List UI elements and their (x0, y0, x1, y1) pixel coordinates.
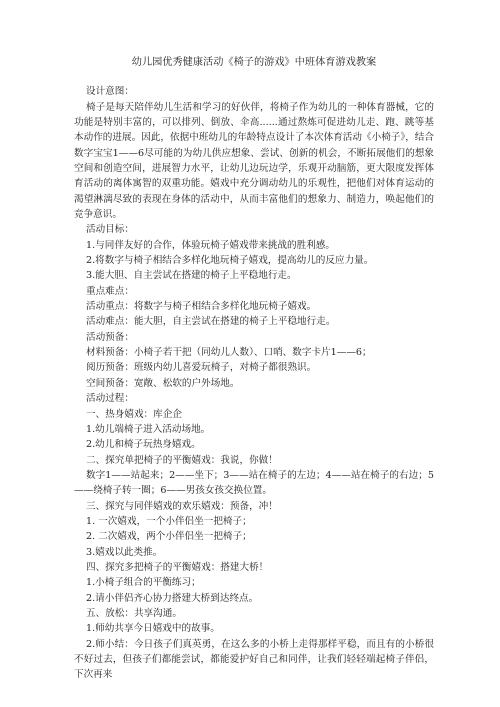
section-heading: 五、放松：共享沟通。 (86, 607, 182, 619)
document-title: 幼儿园优秀健康活动《椅子的游戏》中班体育游戏教案 (131, 57, 377, 68)
section-item: 1.幼儿端椅子进入活动场地。 (86, 423, 211, 435)
goal-item: 1.与同伴友好的合作，体验玩椅子嬉戏带来挑战的胜利感。 (86, 239, 335, 251)
goals-heading: 活动目标： (86, 224, 134, 236)
keypoints-heading: 重点难点： (86, 285, 134, 297)
section-item: 2.幼儿和椅子玩热身嬉戏。 (86, 439, 201, 451)
prep-item: 阅历预备：班级内幼儿喜爱玩椅子，对椅子都很熟识。 (86, 362, 317, 374)
keypoint-item: 活动难点：能大胆，自主尝试在搭建的椅子上平稳地行走。 (86, 316, 336, 328)
process-heading: 活动过程： (86, 393, 134, 405)
section-item: 2.请小伴侣齐心协力搭建大桥到达终点。 (86, 592, 259, 604)
section-paragraph: 数字1——站起来；2——坐下；3——站在椅子的左边；4——站在椅子的右边；5——绕椅子转一圈；6——男孩女孩交换位置。 (74, 469, 434, 497)
goal-item: 2.将数字与椅子相结合多样化地玩椅子嬉戏，提高幼儿的反应力量。 (86, 255, 374, 267)
section-item: 1.小椅子组合的平衡练习； (86, 577, 201, 589)
design-heading: 设计意图： (86, 86, 134, 98)
section-item: 2. 二次嬉戏，两个小伴侣坐一把椅子； (86, 531, 252, 543)
section-heading: 二、探究单把椅子的平衡嬉戏：我说，你做！ (86, 454, 278, 466)
section-item: 1. 一次嬉戏，一个小伴侣坐一把椅子； (86, 515, 252, 527)
section-heading: 三、探究与同伴嬉戏的欢乐嬉戏：预备，冲！ (86, 500, 278, 512)
keypoint-item: 活动重点：将数字与椅子相结合多样化地玩椅子嬉戏。 (86, 301, 317, 313)
section-item: 1.师幼共享今日嬉戏中的故事。 (86, 623, 220, 635)
section-item: 3.嬉戏以此类推。 (86, 546, 163, 558)
prep-heading: 活动预备： (86, 331, 134, 343)
design-paragraph: 椅子是每天陪伴幼儿生活和学习的好伙伴，将椅子作为幼儿的一种体育器械，它的功能是特别丰富的，可以排列、倒放、伞高......通过熬炼可促进幼儿走、跑、跳等基本动作的进展。因此，依据中班幼儿的年龄特点设计了本次体育活动《小椅子》，结合数字宝宝1——6尽可能的为幼儿供应想象、尝试、创新的机会，不断拓展他们的想象空间和创造空间，进展智力水平，让幼儿边玩边学，乐观开动脑筋，更大限度发挥体育活动的离体寓智的双重功能。嬉戏中充分调动幼儿的乐观性，把他们对体育运动的渴望淋漓尽致的表现在身体的活动中，从而丰富他们的想象力、制造力，唤起他们的竞争意识。 (74, 101, 434, 221)
prep-item: 空间预备：宽敞、松软的户外场地。 (86, 377, 240, 389)
goal-item: 3.能大胆、自主尝试在搭建的椅子上平稳地行走。 (86, 270, 297, 282)
prep-item: 材料预备：小椅子若干把（同幼儿人数）、口哨、数字卡片1——6； (86, 347, 372, 359)
section-heading: 四、探究多把椅子的平衡嬉戏：搭建大桥！ (86, 561, 269, 573)
section-paragraph: 2.师小结：今日孩子们真英勇，在这么多的小桥上走得那样平稳，而且有的小桥很不好过去，但孩子们都能尝试，都能爱护好自己和同伴，让我们轻轻端起椅子伴侣，下次再来 (74, 638, 434, 681)
section-heading: 一、热身嬉戏：库企企 (86, 408, 182, 420)
